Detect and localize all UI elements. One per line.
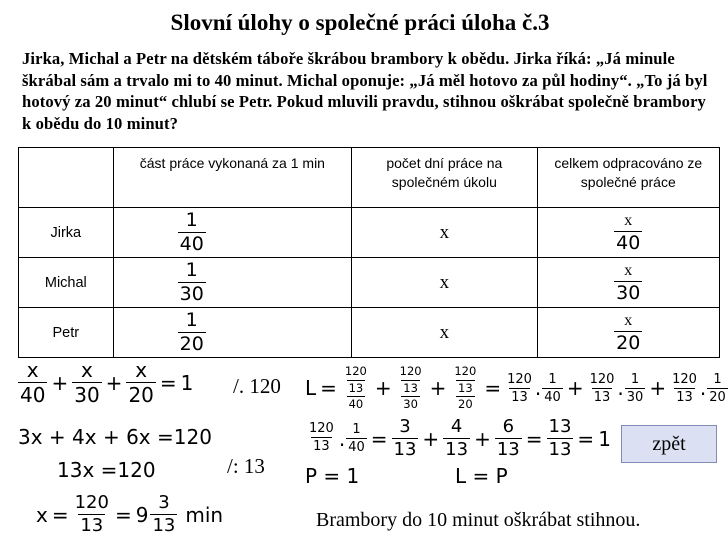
equals-sign: = [525, 426, 543, 451]
inner-denominator: 13 [458, 380, 473, 395]
conclusion-text: Brambory do 10 minut oškrábat stihnou. [316, 509, 641, 531]
fraction-numerator: x [624, 311, 633, 329]
fraction-denominator: 20 [179, 333, 204, 355]
check-line-1 [305, 366, 728, 411]
fraction-denominator: 13 [80, 515, 104, 536]
check-line-2 [305, 418, 611, 459]
fraction-denominator: 20 [709, 389, 726, 405]
multiply-dot: . [699, 376, 707, 401]
equals-sign: = [114, 502, 132, 527]
fraction-numerator: x [81, 358, 93, 382]
row-total-cell [537, 308, 719, 358]
check-right-side: P = 1 [305, 464, 360, 488]
check-equality: L = P [455, 464, 508, 488]
total-fraction [614, 213, 642, 253]
term-fraction [443, 418, 470, 459]
fraction-denominator: 20 [616, 331, 641, 354]
table-row [19, 308, 720, 358]
equals-sign: = [370, 426, 388, 451]
fraction-denominator: 30 [179, 283, 204, 305]
fraction-numerator: 4 [450, 416, 463, 437]
row-days-cell: x [352, 208, 537, 258]
fraction-denominator: 13 [593, 389, 611, 405]
inner-denominator: 13 [403, 380, 418, 395]
equation-4 [36, 494, 223, 535]
term-fraction [346, 423, 367, 454]
fraction-numerator: 1 [713, 371, 722, 387]
row-days-cell: x [352, 308, 537, 358]
header-days-count: počet dní práce na společném úkolu [352, 148, 537, 208]
fraction-denominator: 13 [496, 439, 520, 460]
fraction-denominator: 30 [616, 281, 641, 304]
table-corner-cell [19, 148, 114, 208]
inner-numerator: 120 [399, 364, 422, 378]
table-header-row [19, 148, 720, 208]
row-part-cell [113, 308, 352, 358]
table-row [19, 208, 720, 258]
row-total-cell [537, 208, 719, 258]
equals-sign: = [577, 426, 595, 451]
part-fraction [178, 261, 206, 304]
fraction-numerator: 1 [548, 371, 557, 387]
plus-sign: + [105, 370, 123, 395]
fraction-denominator: 13 [676, 389, 693, 405]
problem-text: Jirka, Michal a Petr na dětském táboře škrábou brambory k obědu. Jirka říká: „Já minule škrábal sám a trvalo mi to 40 minut. Michal oponuje: „Já měl hotovo za půl hodiny“. „To já byl hotový za 20 minut“ chlubí se Petr. Pokud mluvili pravdu, stihnou oškrábat společně brambory k obědu do 10 minut? [22, 49, 708, 133]
term-fraction [18, 360, 47, 405]
row-part-cell [113, 258, 352, 308]
table-row [19, 258, 720, 308]
fraction-numerator: 1 [185, 259, 198, 281]
row-part-cell [113, 208, 352, 258]
inner-denominator: 13 [313, 439, 330, 454]
inner-numerator: 120 [454, 364, 477, 378]
left-side-label: L [305, 376, 317, 401]
term-fraction [392, 418, 419, 459]
fraction-denominator: 13 [548, 439, 572, 460]
fraction-denominator: 40 [348, 440, 365, 455]
term-fraction [495, 418, 522, 459]
multiply-dot: . [617, 376, 624, 401]
fraction-numerator: x [135, 358, 148, 382]
equation-3: 13x =120 [57, 458, 156, 482]
fraction-denominator: 13 [152, 515, 176, 536]
plus-sign: + [566, 376, 584, 401]
equation-1 [18, 360, 193, 405]
plus-sign: + [374, 376, 392, 401]
unit-label: min [185, 502, 224, 527]
step-note-multiply: /. 120 [233, 374, 281, 398]
fraction-denominator: 40 [20, 383, 46, 407]
variable-x: x [36, 502, 48, 527]
equation-rhs: 1 [180, 370, 194, 395]
work-table [18, 147, 720, 358]
fraction-numerator: 1 [630, 371, 640, 387]
term-fraction [547, 418, 574, 459]
fraction-denominator: 30 [403, 397, 418, 411]
fraction-denominator: 13 [393, 439, 417, 460]
back-button[interactable]: zpět [621, 425, 717, 463]
fraction-numerator: 120 [672, 371, 697, 387]
result-one: 1 [598, 426, 611, 451]
fraction-numerator: 3 [158, 492, 170, 513]
fraction-numerator: x [26, 358, 39, 382]
row-total-cell [537, 258, 719, 308]
term-fraction [126, 360, 155, 405]
term-fraction [670, 373, 699, 404]
fraction-numerator: 3 [399, 416, 411, 437]
multiply-dot: . [534, 376, 542, 401]
term-fraction [72, 360, 101, 405]
fraction-numerator: 1 [185, 309, 198, 331]
inner-numerator: 120 [344, 364, 367, 378]
fraction-denominator: 13 [511, 389, 528, 405]
fraction-numerator: x [624, 211, 633, 229]
plus-sign: + [429, 376, 447, 401]
total-fraction [614, 263, 642, 303]
header-part-per-minute: část práce vykonaná za 1 min [113, 148, 352, 208]
fraction-denominator: 20 [458, 397, 473, 411]
fraction-denominator: 40 [179, 233, 204, 255]
total-fraction [614, 313, 642, 353]
fraction-numerator: 6 [502, 416, 515, 437]
fraction-denominator: 30 [74, 383, 100, 407]
equals-sign: = [159, 370, 177, 395]
fraction-numerator: x [624, 261, 633, 279]
term-fraction [625, 373, 646, 404]
fraction-numerator [450, 366, 480, 396]
fraction-denominator: 30 [626, 389, 644, 405]
compound-fraction [450, 366, 480, 411]
term-fraction [707, 373, 728, 404]
step-note-divide: /: 13 [227, 454, 265, 478]
fraction-denominator: 13 [445, 439, 469, 460]
compound-fraction [396, 366, 426, 411]
fraction-numerator: 1 [352, 422, 361, 437]
fraction-denominator: 40 [348, 397, 364, 411]
compound-fraction [341, 366, 371, 411]
row-name: Petr [19, 308, 114, 358]
fraction-numerator [305, 422, 338, 455]
result-fraction [73, 494, 111, 535]
row-name: Jirka [19, 208, 114, 258]
equals-sign: = [51, 502, 69, 527]
fraction-denominator: 40 [544, 389, 561, 405]
fraction-denominator: 40 [616, 231, 641, 254]
plus-sign: + [649, 376, 667, 401]
fraction-numerator: 120 [507, 371, 532, 387]
equals-sign: = [484, 376, 502, 401]
whole-part: 9 [135, 502, 149, 527]
term-fraction [505, 373, 534, 404]
plus-sign: + [474, 426, 491, 451]
fraction-numerator: 13 [548, 416, 572, 437]
plus-sign: + [51, 370, 69, 395]
fraction-numerator [341, 366, 371, 396]
page-title: Slovní úlohy o společné práci úloha č.3 [170, 10, 550, 35]
plus-sign: + [422, 426, 440, 451]
term-fraction [542, 373, 563, 404]
equals-sign: = [320, 376, 337, 401]
multiply-dot: . [338, 426, 346, 451]
fraction-numerator: 1 [185, 209, 198, 231]
equation-2: 3x + 4x + 6x =120 [18, 425, 212, 449]
fraction-numerator [396, 366, 426, 396]
row-name: Michal [19, 258, 114, 308]
inner-denominator: 13 [348, 380, 364, 395]
row-days-cell: x [352, 258, 537, 308]
mixed-fraction [150, 494, 177, 535]
term-fraction [588, 373, 617, 404]
fraction-denominator: 20 [128, 383, 154, 407]
inner-numerator: 120 [309, 421, 334, 436]
part-fraction [178, 211, 206, 254]
compound-fraction [305, 422, 338, 455]
fraction-numerator: 120 [589, 371, 615, 387]
part-fraction [178, 311, 206, 354]
header-total-work: celkem odpracováno ze společné práce [537, 148, 719, 208]
fraction-numerator: 120 [74, 492, 109, 513]
